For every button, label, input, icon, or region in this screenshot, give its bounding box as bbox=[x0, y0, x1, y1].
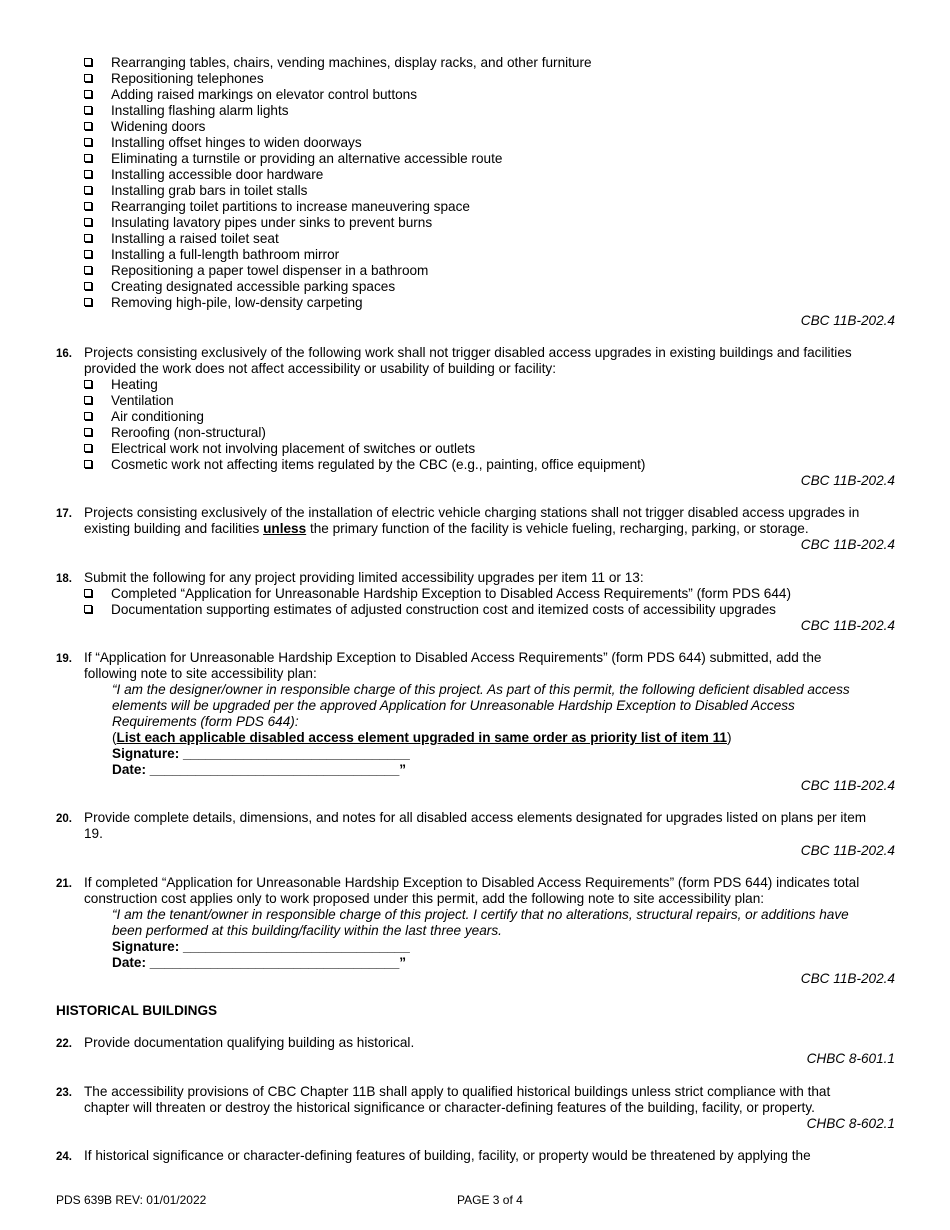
accessibility-upgrades-list bbox=[84, 55, 592, 311]
list-item: Adding raised markings on elevator control buttons bbox=[84, 87, 592, 103]
checkbox-icon bbox=[84, 202, 92, 210]
checkbox-icon bbox=[84, 428, 92, 436]
checkbox-icon bbox=[84, 234, 92, 242]
exempt-work-list bbox=[84, 377, 645, 473]
checkbox-icon bbox=[84, 58, 92, 66]
code-reference: CBC 11B-202.4 bbox=[800, 473, 895, 488]
list-item: Completed “Application for Unreasonable Hardship Exception to Disabled Access Requirements” (form PDS 644) bbox=[84, 586, 791, 602]
item-number: 17. bbox=[56, 508, 72, 520]
date-line: Date: _________________________________” bbox=[112, 762, 407, 777]
list-item: Creating designated accessible parking spaces bbox=[84, 279, 592, 295]
list-item: Rearranging toilet partitions to increase maneuvering space bbox=[84, 199, 592, 215]
list-item: Installing offset hinges to widen doorways bbox=[84, 135, 592, 151]
emphasis-unless: unless bbox=[263, 521, 307, 536]
item-number: 22. bbox=[56, 1038, 72, 1050]
item-23-text: The accessibility provisions of CBC Chapter 11B shall apply to qualified historical buildings unless strict compliance with that chapter will threaten or destroy the historical significance or character-defining features of the building, facility, or property. bbox=[84, 1084, 831, 1115]
list-item: Removing high-pile, low-density carpeting bbox=[84, 295, 592, 311]
checkbox-icon bbox=[84, 138, 92, 146]
checkbox-icon bbox=[84, 282, 92, 290]
checkbox-icon bbox=[84, 250, 92, 258]
item-20-text: Provide complete details, dimensions, and notes for all disabled access elements designated for upgrades listed on plans per item 19. bbox=[84, 810, 867, 841]
item-17-text: Projects consisting exclusively of the installation of electric vehicle charging stations shall not trigger disabled access upgrades in existing building and facilities unless the primary function of the facility is vehicle fueling, recharging, parking, or storage. bbox=[84, 505, 860, 536]
checkbox-icon bbox=[84, 298, 92, 306]
list-item: Installing accessible door hardware bbox=[84, 167, 592, 183]
signature-line: Signature: ______________________________ bbox=[112, 746, 410, 761]
form-revision: PDS 639B REV: 01/01/2022 bbox=[56, 1193, 207, 1207]
item-number: 21. bbox=[56, 878, 72, 890]
list-item: Installing a raised toilet seat bbox=[84, 231, 592, 247]
code-reference: CBC 11B-202.4 bbox=[800, 843, 895, 858]
checkbox-icon bbox=[84, 154, 92, 162]
code-reference: CHBC 8-601.1 bbox=[806, 1051, 895, 1066]
checkbox-icon bbox=[84, 74, 92, 82]
list-item: Reroofing (non-structural) bbox=[84, 425, 645, 441]
item-number: 18. bbox=[56, 573, 72, 585]
item-21-note: “I am the tenant/owner in responsible charge of this project. I certify that no alterations, structural repairs, or additions have been performed at this building/facility within the last three years. bbox=[112, 907, 849, 938]
code-reference: CBC 11B-202.4 bbox=[800, 618, 895, 633]
item-24-text: If historical significance or character-defining features of building, facility, or property would be threatened by applying the bbox=[84, 1148, 811, 1163]
item-16-text: Projects consisting exclusively of the following work shall not trigger disabled access upgrades in existing buildings and facilities provided the work does not affect accessibility or usability of building or facility: bbox=[84, 345, 852, 376]
list-item: Cosmetic work not affecting items regulated by the CBC (e.g., painting, office equipment) bbox=[84, 457, 645, 473]
list-item: Installing a full-length bathroom mirror bbox=[84, 247, 592, 263]
code-reference: CHBC 8-602.1 bbox=[806, 1116, 895, 1131]
code-reference: CBC 11B-202.4 bbox=[800, 778, 895, 793]
page-number: PAGE 3 of 4 bbox=[457, 1193, 523, 1207]
list-item: Rearranging tables, chairs, vending machines, display racks, and other furniture bbox=[84, 55, 592, 71]
code-reference: CBC 11B-202.4 bbox=[800, 971, 895, 986]
list-item: Air conditioning bbox=[84, 409, 645, 425]
checkbox-icon bbox=[84, 412, 92, 420]
checkbox-icon bbox=[84, 218, 92, 226]
checkbox-icon bbox=[84, 444, 92, 452]
item-number: 24. bbox=[56, 1151, 72, 1163]
list-item: Installing grab bars in toilet stalls bbox=[84, 183, 592, 199]
list-item: Eliminating a turnstile or providing an alternative accessible route bbox=[84, 151, 592, 167]
checkbox-icon bbox=[84, 90, 92, 98]
checkbox-icon bbox=[84, 266, 92, 274]
list-item: Repositioning telephones bbox=[84, 71, 592, 87]
list-item: Heating bbox=[84, 377, 645, 393]
item-21-text: If completed “Application for Unreasonable Hardship Exception to Disabled Access Requirements” (form PDS 644) indicates total construction cost applies only to work proposed under this permit, add the following note to site accessibility plan: bbox=[84, 875, 860, 906]
checkbox-icon bbox=[84, 589, 92, 597]
list-item: Documentation supporting estimates of adjusted construction cost and itemized costs of accessibility upgrades bbox=[84, 602, 791, 618]
checkbox-icon bbox=[84, 170, 92, 178]
item-18-text: Submit the following for any project providing limited accessibility upgrades per item 11 or 13: bbox=[84, 570, 644, 585]
checkbox-icon bbox=[84, 460, 92, 468]
item-number: 23. bbox=[56, 1087, 72, 1099]
list-item: Widening doors bbox=[84, 119, 592, 135]
list-item: Repositioning a paper towel dispenser in a bathroom bbox=[84, 263, 592, 279]
checkbox-icon bbox=[84, 122, 92, 130]
item-19-instruction: (List each applicable disabled access element upgraded in same order as priority list of item 11) bbox=[112, 730, 732, 745]
list-item: Ventilation bbox=[84, 393, 645, 409]
item-number: 19. bbox=[56, 653, 72, 665]
list-item: Insulating lavatory pipes under sinks to prevent burns bbox=[84, 215, 592, 231]
item-19-note: “I am the designer/owner in responsible charge of this project. As part of this permit, the following deficient disabled access elements will be upgraded per the approved Application for Unreasonable Hardship Exception to Disabled Access Requirements (form PDS 644): bbox=[112, 682, 850, 729]
checkbox-icon bbox=[84, 106, 92, 114]
checkbox-icon bbox=[84, 605, 92, 613]
item-number: 20. bbox=[56, 813, 72, 825]
code-reference: CBC 11B-202.4 bbox=[800, 313, 895, 328]
list-item: Installing flashing alarm lights bbox=[84, 103, 592, 119]
signature-line: Signature: ______________________________ bbox=[112, 939, 410, 954]
list-item: Electrical work not involving placement of switches or outlets bbox=[84, 441, 645, 457]
checkbox-icon bbox=[84, 186, 92, 194]
item-22-text: Provide documentation qualifying building as historical. bbox=[84, 1035, 415, 1050]
date-line: Date: _________________________________” bbox=[112, 955, 407, 970]
section-heading: HISTORICAL BUILDINGS bbox=[56, 1003, 218, 1018]
item-number: 16. bbox=[56, 348, 72, 360]
submittal-list bbox=[84, 586, 791, 618]
item-19-text: If “Application for Unreasonable Hardship Exception to Disabled Access Requirements” (form PDS 644) submitted, add the following note to site accessibility plan: bbox=[84, 650, 822, 681]
checkbox-icon bbox=[84, 396, 92, 404]
code-reference: CBC 11B-202.4 bbox=[800, 537, 895, 552]
checkbox-icon bbox=[84, 380, 92, 388]
